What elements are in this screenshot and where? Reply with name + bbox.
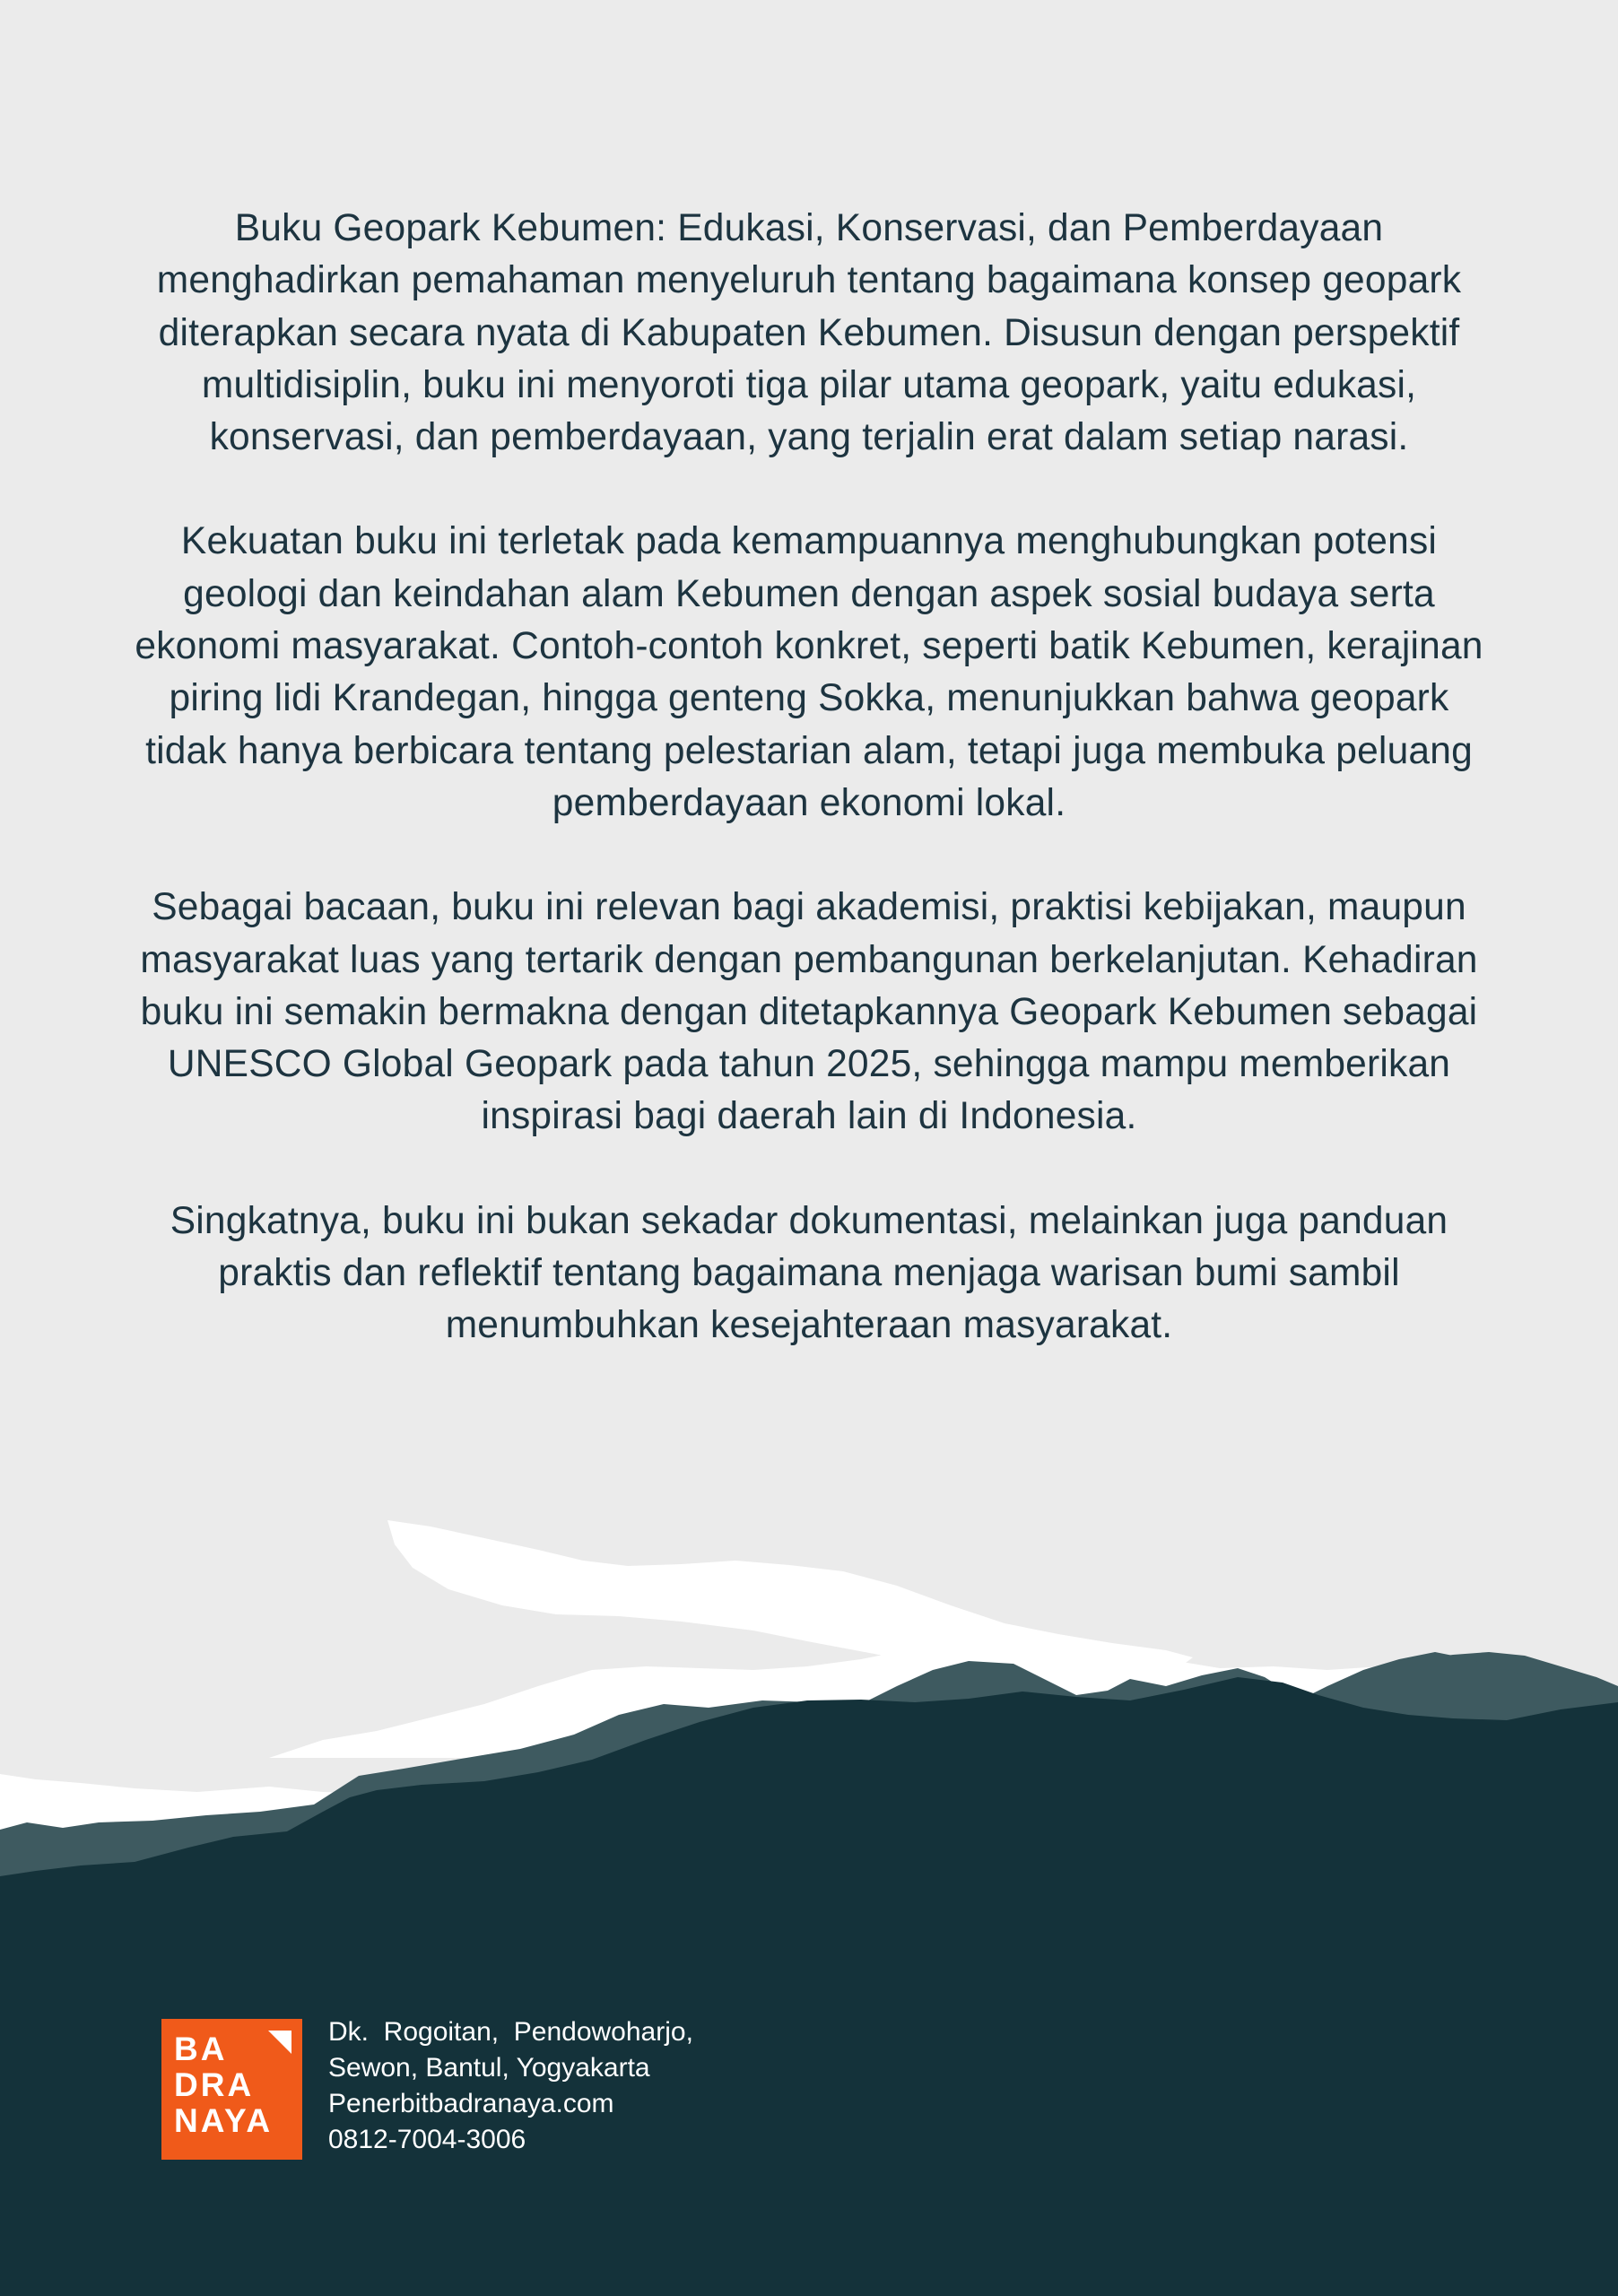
publisher-contact — [328, 2014, 693, 2158]
address-line-2: Sewon, Bantul, Yogyakarta — [328, 2053, 650, 2083]
blurb-paragraph-2: Kekuatan buku ini terletak pada kemampuannya menghubungkan potensi geologi dan keindahan alam Kebumen dengan aspek sosial budaya serta ekonomi masyarakat. Contoh-contoh konkret, seperti batik Kebumen, kerajinan piring lidi Krandegan, hingga genteng Sokka, menunjukkan bahwa geopark tidak hanya berbicara tentang pelestarian alam, tetapi juga membuka peluang pemberdayaan ekonomi lokal. — [135, 520, 1483, 824]
publisher-website: Penerbitbadranaya.com — [328, 2089, 614, 2118]
publisher-phone: 0812-7004-3006 — [328, 2125, 526, 2154]
logo-corner-triangle — [268, 2031, 291, 2054]
blurb-paragraph-4: Singkatnya, buku ini bukan sekadar dokumentasi, melainkan juga panduan praktis dan reflektif tentang bagaimana menjaga warisan bumi sambil menumbuhkan kesejahteraan masyarakat. — [170, 1199, 1448, 1347]
blurb-paragraph-1: Buku Geopark Kebumen: Edukasi, Konservasi, dan Pemberdayaan menghadirkan pemahaman menyeluruh tentang bagaimana konsep geopark diterapkan secara nyata di Kabupaten Kebumen. Disusun dengan perspektif multidisiplin, buku ini menyoroti tiga pilar utama geopark, yaitu edukasi, konservasi, dan pemberdayaan, yang terjalin erat dalam setiap narasi. — [156, 207, 1462, 459]
logo-text-line-1: BA — [174, 2031, 228, 2067]
address-line-1: Dk. Rogoitan, Pendowoharjo, — [328, 2017, 693, 2047]
logo-text-line-3: NAYA — [174, 2102, 274, 2139]
mountain-landscape-illustration — [0, 1507, 1618, 2296]
mountain-dark-foreground — [0, 1677, 1618, 2296]
badranaya-logo — [161, 2019, 302, 2160]
back-cover-blurb — [135, 203, 1483, 1352]
logo-text-line-2: DRA — [174, 2066, 255, 2103]
blurb-paragraph-3: Sebagai bacaan, buku ini relevan bagi akademisi, praktisi kebijakan, maupun masyarakat luas yang tertarik dengan pembangunan berkelanjutan. Kehadiran buku ini semakin bermakna dengan ditetapkannya Geopark Kebumen sebagai UNESCO Global Geopark pada tahun 2025, sehingga mampu memberikan inspirasi bagi daerah lain di Indonesia. — [140, 886, 1478, 1138]
